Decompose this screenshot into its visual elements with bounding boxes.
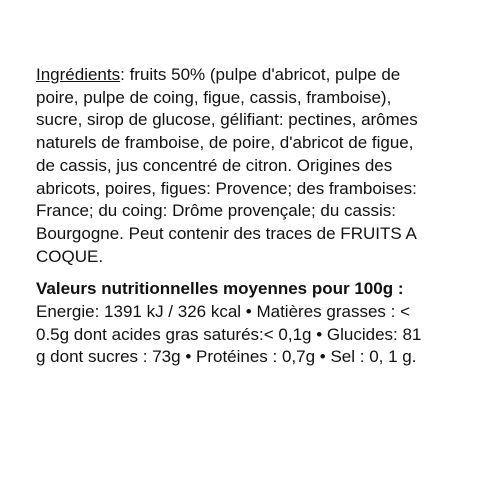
- product-label-text: [36, 64, 476, 369]
- ingredients-paragraph: [36, 64, 476, 268]
- ingredients-heading: Ingrédients: [36, 65, 121, 84]
- nutrition-values: Energie: 1391 kJ / 326 kcal • Matières grasses : < 0.5g dont acides gras saturés:< 0,1g • Glucides: 81 g dont sucres : 73g • Protéines : 0,7g • Sel : 0, 1 g.: [36, 302, 422, 367]
- nutrition-facts: [36, 278, 476, 369]
- nutrition-title: Valeurs nutritionnelles moyennes pour 100g :: [36, 279, 404, 299]
- ingredients-list: : fruits 50% (pulpe d'abricot, pulpe de poire, pulpe de coing, figue, cassis, framboise), sucre, sirop de glucose, gélifiant: pectines, arômes naturels de framboise, de poire, d'abricot de figue, de cassis, jus concentré de citron. Origines des abricots, poires, figues: Provence; des framboises: France; du coing: Drôme provençale; du cassis: Bourgogne. Peut contenir des traces de FRUITS A COQUE.: [36, 65, 418, 266]
